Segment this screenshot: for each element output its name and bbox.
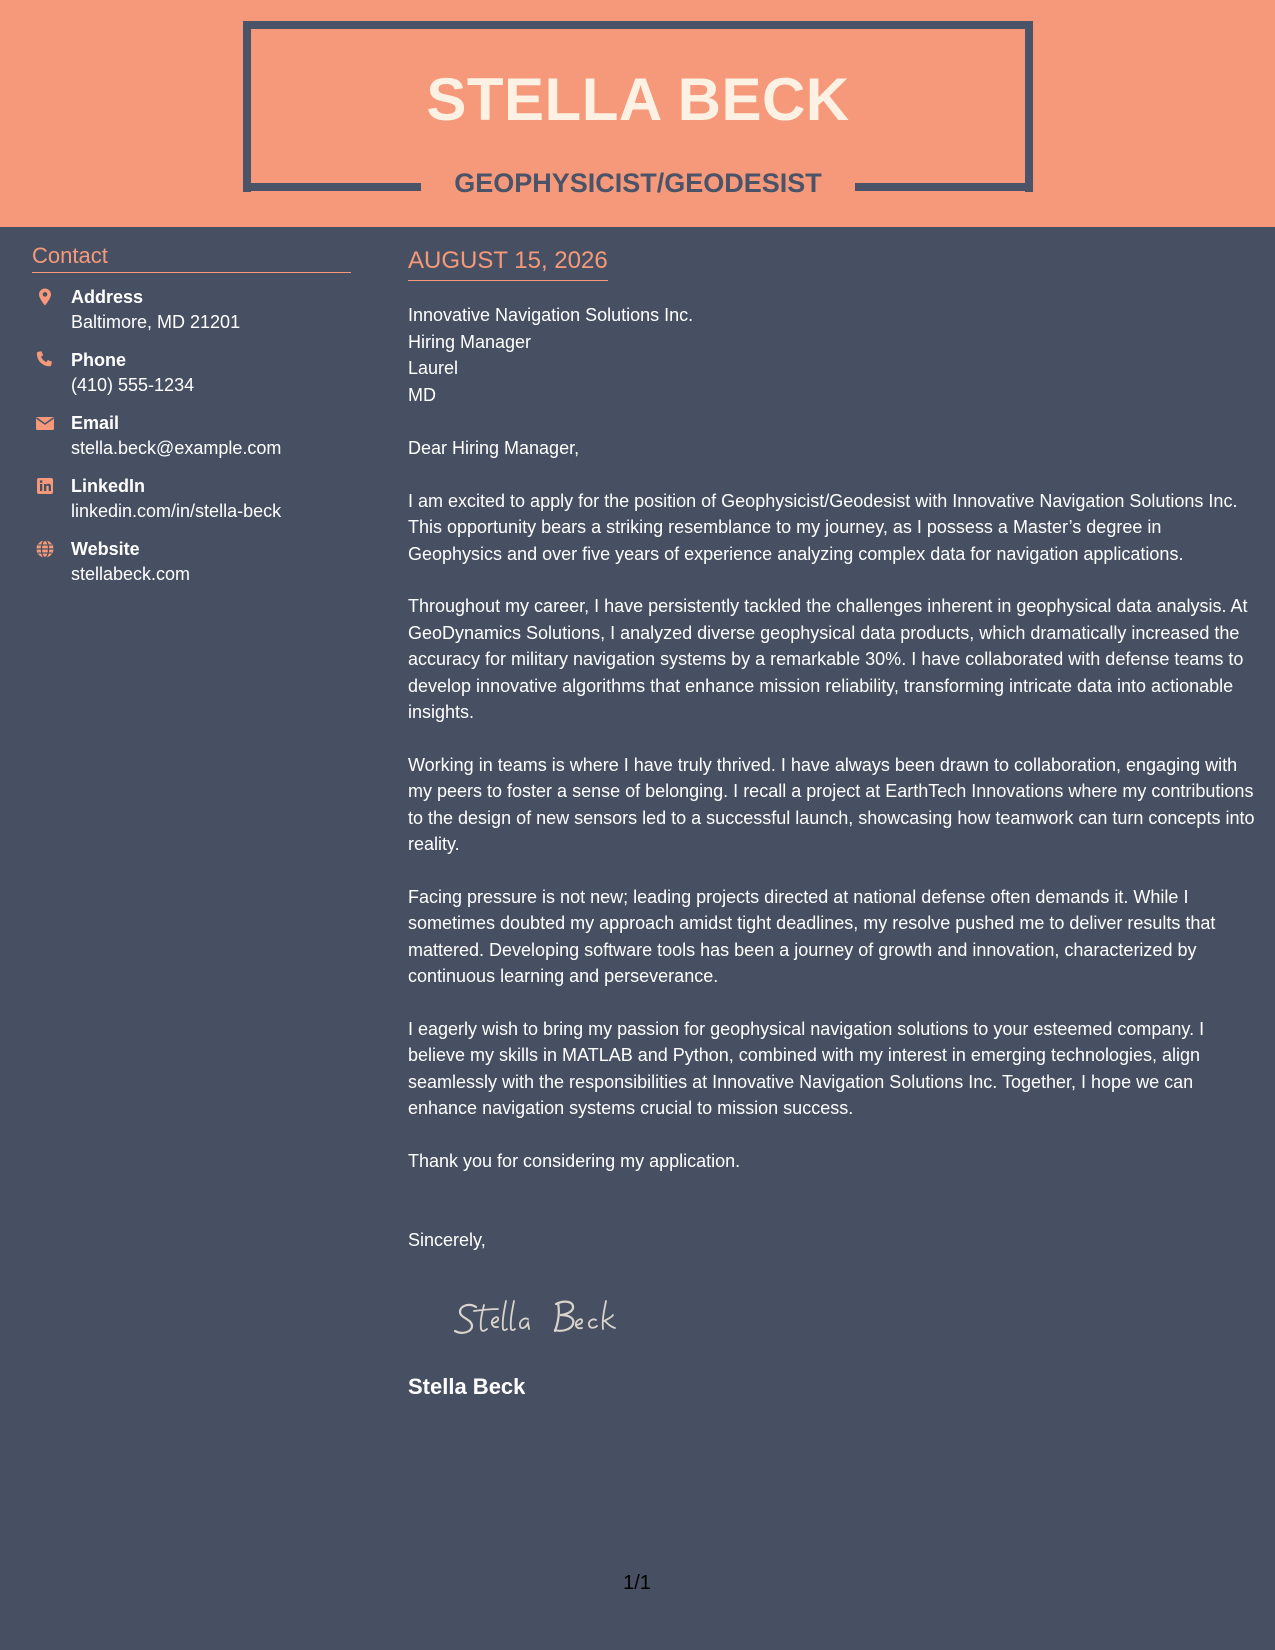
map-pin-icon	[35, 287, 55, 307]
signer-name: Stella Beck	[408, 1374, 526, 1399]
contact-heading: Contact	[32, 241, 351, 273]
recipient-company: Innovative Navigation Solutions Inc.	[408, 305, 694, 325]
phone-icon	[35, 350, 55, 370]
contact-item-phone	[32, 347, 362, 410]
contact-value: Baltimore, MD 21201	[71, 312, 241, 332]
contact-item-address	[32, 284, 362, 347]
contact-label: Email	[71, 413, 120, 433]
paragraph: I eagerly wish to bring my passion for geophysical navigation solutions to your esteemed company. I believe my skills in MATLAB and Python, combined with my interest in emerging technologies, align seamlessly with the responsibilities at Innovative Navigation Solutions Inc. Together, I hope we can enhance navigation systems crucial to mission success.	[408, 1018, 1205, 1118]
page-number: 1/1	[623, 1572, 651, 1594]
contact-item-linkedin	[32, 473, 362, 536]
job-title: GEOPHYSICIST/GEODESIST	[454, 168, 822, 198]
contact-value[interactable]: linkedin.com/in/stella-beck	[71, 501, 282, 521]
contact-label: Address	[71, 287, 144, 307]
applicant-name: STELLA BECK	[426, 66, 850, 133]
contact-label: LinkedIn	[71, 476, 146, 496]
envelope-icon	[35, 413, 55, 433]
contact-value: (410) 555-1234	[71, 375, 195, 395]
recipient-block	[408, 302, 1258, 408]
recipient-city: Laurel	[408, 358, 459, 378]
closing: Sincerely,	[408, 1230, 486, 1250]
contact-item-website	[32, 536, 362, 599]
contact-list	[32, 284, 362, 599]
contact-value[interactable]: stella.beck@example.com	[71, 438, 282, 458]
letter-date: AUGUST 15, 2026	[408, 245, 608, 281]
paragraph: I am excited to apply for the position of Geophysicist/Geodesist with Innovative Navigation Solutions Inc. This opportunity bears a striking resemblance to my journey, as I possess a Master’s degree in Geophysics and over five years of experience analyzing complex data for navigation applications.	[408, 490, 1238, 564]
contact-label: Phone	[71, 350, 127, 370]
paragraph: Working in teams is where I have truly thrived. I have always been drawn to collaboration, engaging with my peers to foster a sense of belonging. I recall a project at EarthTech Innovations where my contributions to the design of new sensors led to a successful launch, showcasing how teamwork can turn concepts into reality.	[408, 754, 1255, 854]
linkedin-icon	[35, 476, 55, 496]
paragraph: Throughout my career, I have persistently tackled the challenges inherent in geophysical data analysis. At GeoDynamics Solutions, I analyzed diverse geophysical data products, which dramatically increased the accuracy for military navigation systems by a remarkable 30%. I have collaborated with defense teams to develop innovative algorithms that enhance mission reliability, transforming intricate data into actionable insights.	[408, 596, 1248, 722]
contact-label: Website	[71, 539, 140, 559]
greeting: Dear Hiring Manager,	[408, 438, 580, 458]
paragraph: Thank you for considering my application.	[408, 1150, 741, 1171]
letter-body	[408, 302, 1258, 1280]
frame-bottom-left	[243, 183, 421, 191]
globe-icon	[35, 539, 55, 559]
recipient-state: MD	[408, 384, 436, 405]
frame-bottom-right	[855, 183, 1033, 191]
recipient-title: Hiring Manager	[408, 331, 532, 352]
contact-item-email	[32, 410, 362, 473]
handwritten-signature	[448, 1287, 688, 1347]
paragraph: Facing pressure is not new; leading projects directed at national defense often demands it. While I sometimes doubted my approach amidst tight deadlines, my resolve pushed me to deliver results that mattered. Developing software tools has been a journey of growth and innovation, characterized by continuous learning and perseverance.	[408, 886, 1216, 986]
contact-value[interactable]: stellabeck.com	[71, 564, 191, 584]
